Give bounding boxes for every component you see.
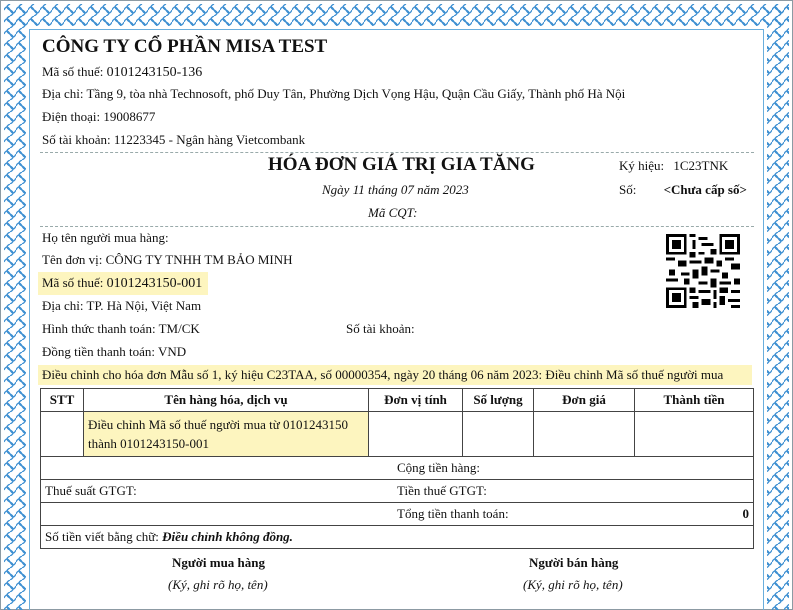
cell-amount — [635, 412, 754, 457]
seller-signature-note: (Ký, ghi rõ họ, tên) — [523, 577, 623, 592]
cell-stt — [41, 412, 84, 457]
vat-row — [41, 480, 754, 503]
subtotal-label: Cộng tiền hàng: — [397, 460, 481, 475]
cqt-code-label: Mã CQT: — [368, 205, 418, 220]
number-label: Số: — [619, 182, 637, 197]
buyer-unit: CÔNG TY TNHH TM BẢO MINH — [105, 252, 293, 267]
table-row — [41, 412, 754, 457]
symbol-label: Ký hiệu: — [619, 158, 665, 173]
cell-item-name — [84, 412, 369, 457]
total-label: Tổng tiền thanh toán: — [397, 506, 509, 521]
invoice-date: Ngày 11 tháng 07 năm 2023 — [322, 182, 469, 197]
currency-label: Đồng tiền thanh toán: — [42, 344, 156, 359]
buyer-address-row — [42, 298, 201, 314]
seller-company-name: CÔNG TY CỔ PHẦN MISA TEST — [42, 36, 328, 57]
qr-code — [666, 234, 740, 308]
vat-rate-label: Thuế suất GTGT: — [45, 483, 137, 498]
items-table — [40, 388, 754, 549]
seller-tax-code: 0101243150-136 — [106, 65, 203, 80]
buyer-name-label: Họ tên người mua hàng: — [42, 230, 169, 245]
col-header-stt: STT — [41, 389, 84, 412]
adjustment-note: Điều chỉnh cho hóa đơn Mẫu số 1, ký hiệu C23TAA, số 00000354, ngày 20 tháng 06 năm 2023: Điều chỉnh Mã số thuế người mua — [38, 365, 752, 385]
invoice-symbol: 1C23TNK — [673, 158, 729, 173]
seller-tax-code-row — [42, 64, 202, 81]
invoice-title: HÓA ĐƠN GIÁ TRỊ GIA TĂNG — [268, 154, 535, 175]
invoice-symbol-row — [619, 158, 728, 174]
invoice-number-row — [619, 182, 747, 198]
buyer-account-label: Số tài khoản: — [346, 321, 415, 336]
buyer-address: TP. Hà Nội, Việt Nam — [86, 298, 202, 313]
item-name-line2: thành 0101243150-001 — [88, 436, 209, 451]
cell-quantity — [463, 412, 534, 457]
item-name-line1: Điều chỉnh Mã số thuế người mua từ 0101243150 — [88, 417, 348, 432]
col-header-unit-price: Đơn giá — [534, 389, 635, 412]
seller-account-label: Số tài khoản: — [42, 132, 111, 147]
buyer-unit-label: Tên đơn vị: — [42, 252, 103, 267]
seller-tax-code-label: Mã số thuế: — [42, 64, 104, 79]
seller-account: 11223345 - Ngân hàng Vietcombank — [113, 132, 306, 147]
seller-address-row — [42, 86, 625, 102]
buyer-tax-code-label: Mã số thuế: — [42, 275, 104, 290]
seller-account-row — [42, 132, 305, 148]
currency: VND — [158, 344, 187, 359]
payment-method-row — [42, 321, 200, 337]
cell-unit-price — [534, 412, 635, 457]
total-value: 0 — [742, 506, 749, 521]
seller-phone: 19008677 — [103, 109, 156, 124]
payment-method: TM/CK — [158, 321, 200, 336]
vat-amount-label: Tiền thuế GTGT: — [397, 483, 487, 498]
buyer-unit-row — [42, 252, 293, 268]
amount-in-words: Điều chỉnh không đồng. — [162, 529, 293, 544]
invoice-number: <Chưa cấp số> — [663, 182, 747, 197]
seller-phone-label: Điện thoại: — [42, 109, 101, 124]
subtotal-row — [41, 457, 754, 480]
seller-address-label: Địa chỉ: — [42, 86, 84, 101]
buyer-signature-title: Người mua hàng — [172, 555, 266, 570]
buyer-signature-note: (Ký, ghi rõ họ, tên) — [168, 577, 268, 592]
col-header-item-name: Tên hàng hóa, dịch vụ — [84, 389, 369, 412]
divider — [40, 226, 754, 227]
total-row — [41, 503, 754, 526]
buyer-tax-code-row — [38, 272, 208, 295]
payment-method-label: Hình thức thanh toán: — [42, 321, 156, 336]
seller-phone-row — [42, 109, 155, 125]
currency-row — [42, 344, 186, 360]
buyer-address-label: Địa chỉ: — [42, 298, 84, 313]
seller-signature-title: Người bán hàng — [529, 555, 619, 570]
amount-in-words-row — [41, 526, 754, 549]
buyer-tax-code: 0101243150-001 — [106, 276, 203, 291]
seller-address: Tầng 9, tòa nhà Technosoft, phố Duy Tân, Phường Dịch Vọng Hậu, Quận Cầu Giấy, Thành phố Hà Nội — [86, 86, 626, 101]
col-header-unit: Đơn vị tính — [369, 389, 463, 412]
divider — [40, 152, 754, 153]
table-header-row — [41, 389, 754, 412]
col-header-amount: Thành tiền — [635, 389, 754, 412]
cell-unit — [369, 412, 463, 457]
amount-in-words-label: Số tiền viết bằng chữ: — [45, 529, 159, 544]
col-header-quantity: Số lượng — [463, 389, 534, 412]
